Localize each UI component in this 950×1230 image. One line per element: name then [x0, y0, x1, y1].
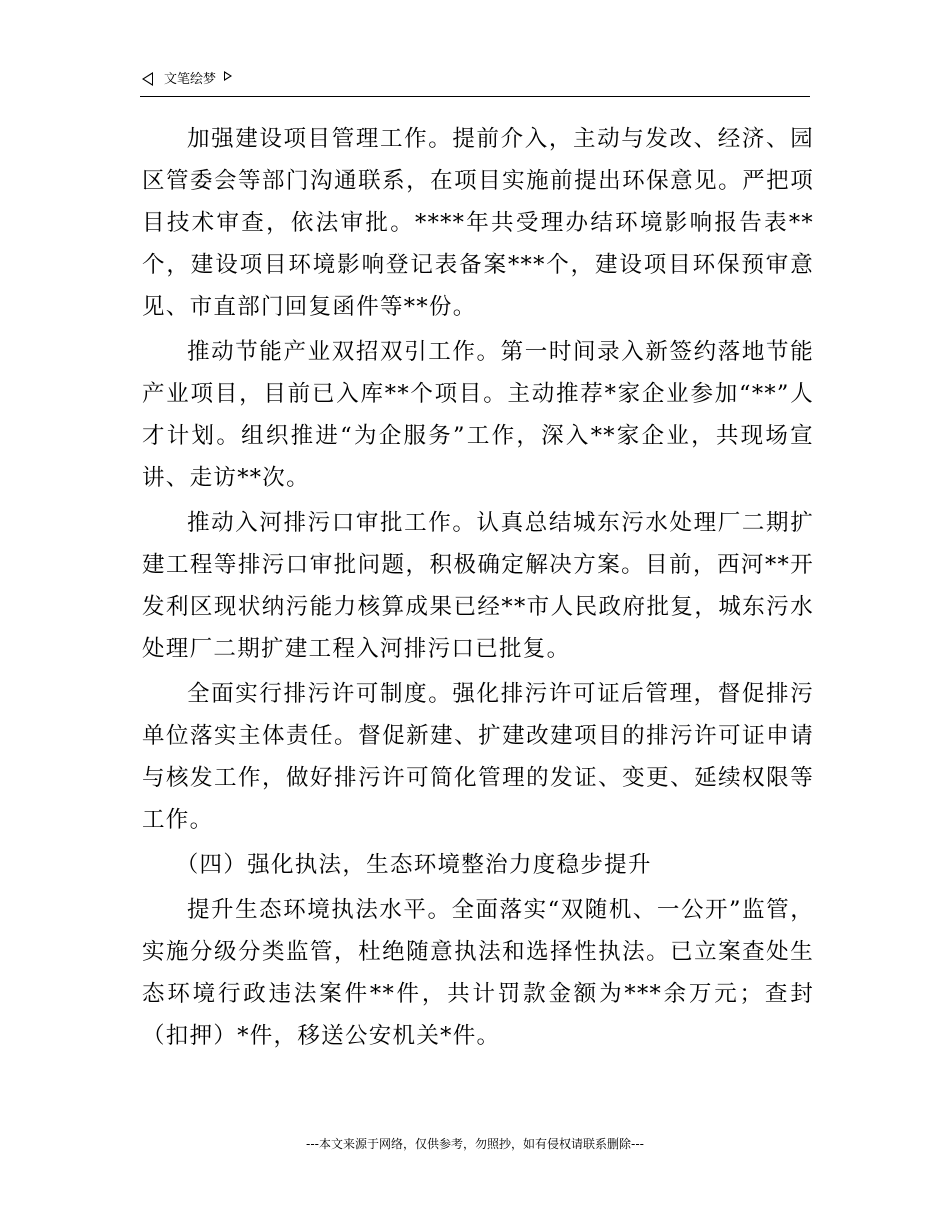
triangle-right-icon — [224, 71, 232, 81]
document-body — [142, 118, 814, 1057]
paragraph-enforcement: 提升生态环境执法水平。全面落实“双随机、一公开”监管，实施分级分类监管，杜绝随意执法和选择性执法。已立案查处生态环境行政违法案件**件，共计罚款金额为***余万元；查封（扣押）*件，移送公安机关*件。 — [142, 897, 814, 1049]
page-header — [140, 68, 810, 97]
page-footer-disclaimer: ---本文来源于网络，仅供参考，勿照抄，如有侵权请联系删除--- — [306, 1137, 644, 1151]
paragraph-permit-system: 全面实行排污许可制度。强化排污许可证后管理，督促排污单位落实主体责任。督促新建、扩建改建项目的排污许可证申请与核发工作，做好排污许可简化管理的发证、变更、延续权限等工作。 — [142, 681, 814, 833]
paragraph-energy-industry: 推动节能产业双招双引工作。第一时间录入新签约落地节能产业项目，目前已入库**个项目。主动推荐*家企业参加“**”人才计划。组织推进“为企服务”工作，深入**家企业，共现场宣讲、走访**次。 — [142, 339, 814, 491]
paragraph-outfall-approval: 推动入河排污口审批工作。认真总结城东污水处理厂二期扩建工程等排污口审批问题，积极确定解决方案。目前，西河**开发利区现状纳污能力核算成果已经**市人民政府批复，城东污水处理厂二期扩建工程入河排污口已批复。 — [142, 510, 814, 662]
paragraph-project-management: 加强建设项目管理工作。提前介入，主动与发改、经济、园区管委会等部门沟通联系，在项目实施前提出环保意见。严把项目技术审查，依法审批。****年共受理办结环境影响报告表**个，建设项目环境影响登记表备案***个，建设项目环保预审意见、市直部门回复函件等**份。 — [142, 126, 814, 320]
section-heading: （四）强化执法，生态环境整治力度稳步提升 — [175, 852, 652, 878]
header-brand: 文笔绘梦 — [164, 72, 217, 87]
triangle-left-icon — [142, 72, 153, 86]
